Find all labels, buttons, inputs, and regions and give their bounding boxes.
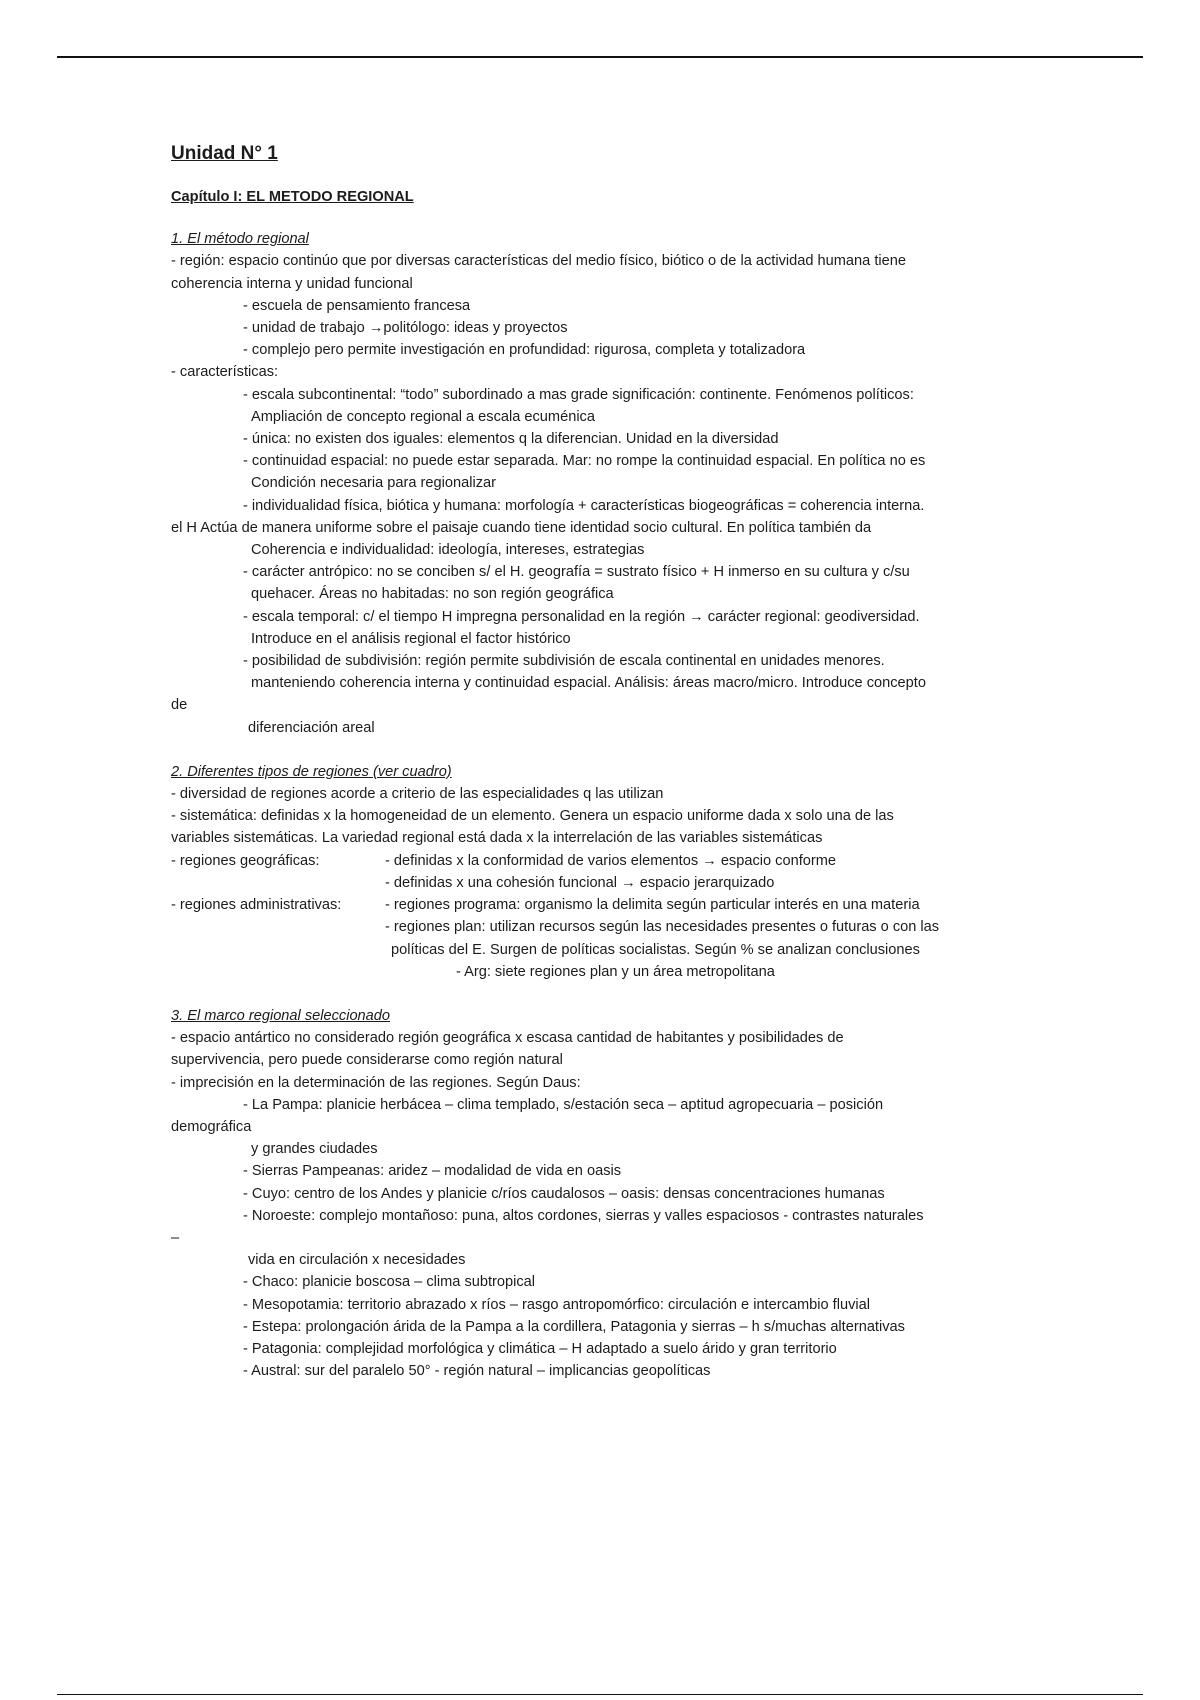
text-line: - Noroeste: complejo montañoso: puna, altos cordones, sierras y valles espaciosos - contrastes naturales	[243, 1207, 924, 1224]
text-line: Ampliación de concepto regional a escala ecuménica	[251, 408, 595, 425]
footer-rule	[57, 1694, 1143, 1695]
page-title: Unidad N° 1	[171, 143, 278, 164]
text-line: Introduce en el análisis regional el factor histórico	[251, 630, 571, 647]
text-line: Condición necesaria para regionalizar	[251, 475, 496, 492]
chapter-title: Capítulo I: EL METODO REGIONAL	[171, 189, 414, 205]
text-line: - Austral: sur del paralelo 50° - región natural – implicancias geopolíticas	[243, 1363, 711, 1380]
text-line: - características:	[171, 364, 279, 381]
text-line: - Sierras Pampeanas: aridez – modalidad de vida en oasis	[243, 1163, 622, 1180]
text-line: –	[171, 1229, 180, 1246]
text-line: - Cuyo: centro de los Andes y planicie c/ríos caudalosos – oasis: densas concentraciones humanas	[243, 1185, 885, 1202]
text-line: - continuidad espacial: no puede estar separada. Mar: no rompe la continuidad espacial. En política no es	[243, 453, 926, 470]
header-rule	[57, 56, 1143, 58]
section-heading-1: 1. El método regional	[171, 231, 309, 248]
text-line: - región: espacio continúo que por diversas características del medio físico, biótico o de la actividad humana tiene	[171, 253, 906, 270]
text-line: - carácter antrópico: no se conciben s/ el H. geografía = sustrato físico + H inmerso en su cultura y c/su	[243, 564, 910, 581]
text-line: de	[171, 697, 188, 714]
text-line: variables sistemáticas. La variedad regional está dada x la interrelación de las variables sistemáticas	[171, 830, 823, 847]
admin-regions-row	[171, 894, 1051, 916]
text-line: - Patagonia: complejidad morfológica y climática – H adaptado a suelo árido y gran territorio	[243, 1340, 837, 1357]
text-line: - escuela de pensamiento francesa	[243, 297, 471, 314]
text-line: - espacio antártico no considerado región geográfica x escasa cantidad de habitantes y posibilidades de	[171, 1030, 844, 1047]
text-line: manteniendo coherencia interna y continuidad espacial. Análisis: áreas macro/micro. Introduce concepto	[251, 675, 926, 692]
text-line: - diversidad de regiones acorde a criterio de las especialidades q las utilizan	[171, 786, 664, 803]
section-heading-2: 2. Diferentes tipos de regiones (ver cuadro)	[171, 763, 452, 780]
text-line: y grandes ciudades	[251, 1141, 378, 1158]
text-line: Coherencia e individualidad: ideología, intereses, estrategias	[251, 542, 645, 559]
text-line: - Estepa: prolongación árida de la Pampa a la cordillera, Patagonia y sierras – h s/muchas alternativas	[243, 1318, 905, 1335]
document-page	[171, 140, 1051, 1382]
text-line: políticas del E. Surgen de políticas socialistas. Según % se analizan conclusiones	[391, 941, 920, 958]
text-line: - regiones plan: utilizan recursos según las necesidades presentes o futuras o con las	[385, 919, 940, 936]
text-line: - La Pampa: planicie herbácea – clima templado, s/estación seca – aptitud agropecuaria – posición	[243, 1096, 884, 1113]
text-line: el H Actúa de manera uniforme sobre el paisaje cuando tiene identidad socio cultural. En política también da	[171, 519, 872, 536]
geo-regions-label: - regiones geográficas:	[171, 852, 320, 869]
text-line: - Arg: siete regiones plan y un área metropolitana	[456, 963, 775, 980]
text-line: - posibilidad de subdivisión: región permite subdivisión de escala continental en unidades menores.	[243, 653, 885, 670]
text-line: - definidas x una cohesión funcional → espacio jerarquizado	[385, 874, 775, 891]
text-line: - sistemática: definidas x la homogeneidad de un elemento. Genera un espacio uniforme dada x solo una de las	[171, 808, 894, 825]
text-line: - definidas x la conformidad de varios elementos → espacio conforme	[385, 852, 837, 869]
text-line: coherencia interna y unidad funcional	[171, 275, 413, 292]
geo-regions-row	[171, 850, 1051, 872]
text-line: - escala subcontinental: “todo” subordinado a mas grade significación: continente. Fenómenos políticos:	[243, 386, 914, 403]
text-line: - regiones programa: organismo la delimita según particular interés en una materia	[385, 897, 920, 914]
text-line: vida en circulación x necesidades	[248, 1252, 466, 1269]
text-line: quehacer. Áreas no habitadas: no son región geográfica	[251, 586, 614, 603]
admin-regions-label: - regiones administrativas:	[171, 897, 342, 914]
text-line: - escala temporal: c/ el tiempo H impregna personalidad en la región → carácter regional: geodiversidad.	[243, 608, 920, 625]
text-line: - complejo pero permite investigación en profundidad: rigurosa, completa y totalizadora	[243, 342, 806, 359]
text-line: - única: no existen dos iguales: elementos q la diferencian. Unidad en la diversidad	[243, 431, 779, 448]
text-line: supervivencia, pero puede considerarse como región natural	[171, 1052, 563, 1069]
text-line: - unidad de trabajo →politólogo: ideas y proyectos	[243, 320, 568, 337]
text-line: - individualidad física, biótica y humana: morfología + características biogeográficas = coherencia interna.	[243, 497, 925, 514]
text-line: - Chaco: planicie boscosa – clima subtropical	[243, 1274, 536, 1291]
text-line: diferenciación areal	[248, 719, 375, 736]
text-line: - Mesopotamia: territorio abrazado x ríos – rasgo antropomórfico: circulación e intercambio fluvial	[243, 1296, 870, 1313]
text-line: - imprecisión en la determinación de las regiones. Según Daus:	[171, 1074, 581, 1091]
text-line: demográfica	[171, 1118, 252, 1135]
section-heading-3: 3. El marco regional seleccionado	[171, 1007, 391, 1024]
